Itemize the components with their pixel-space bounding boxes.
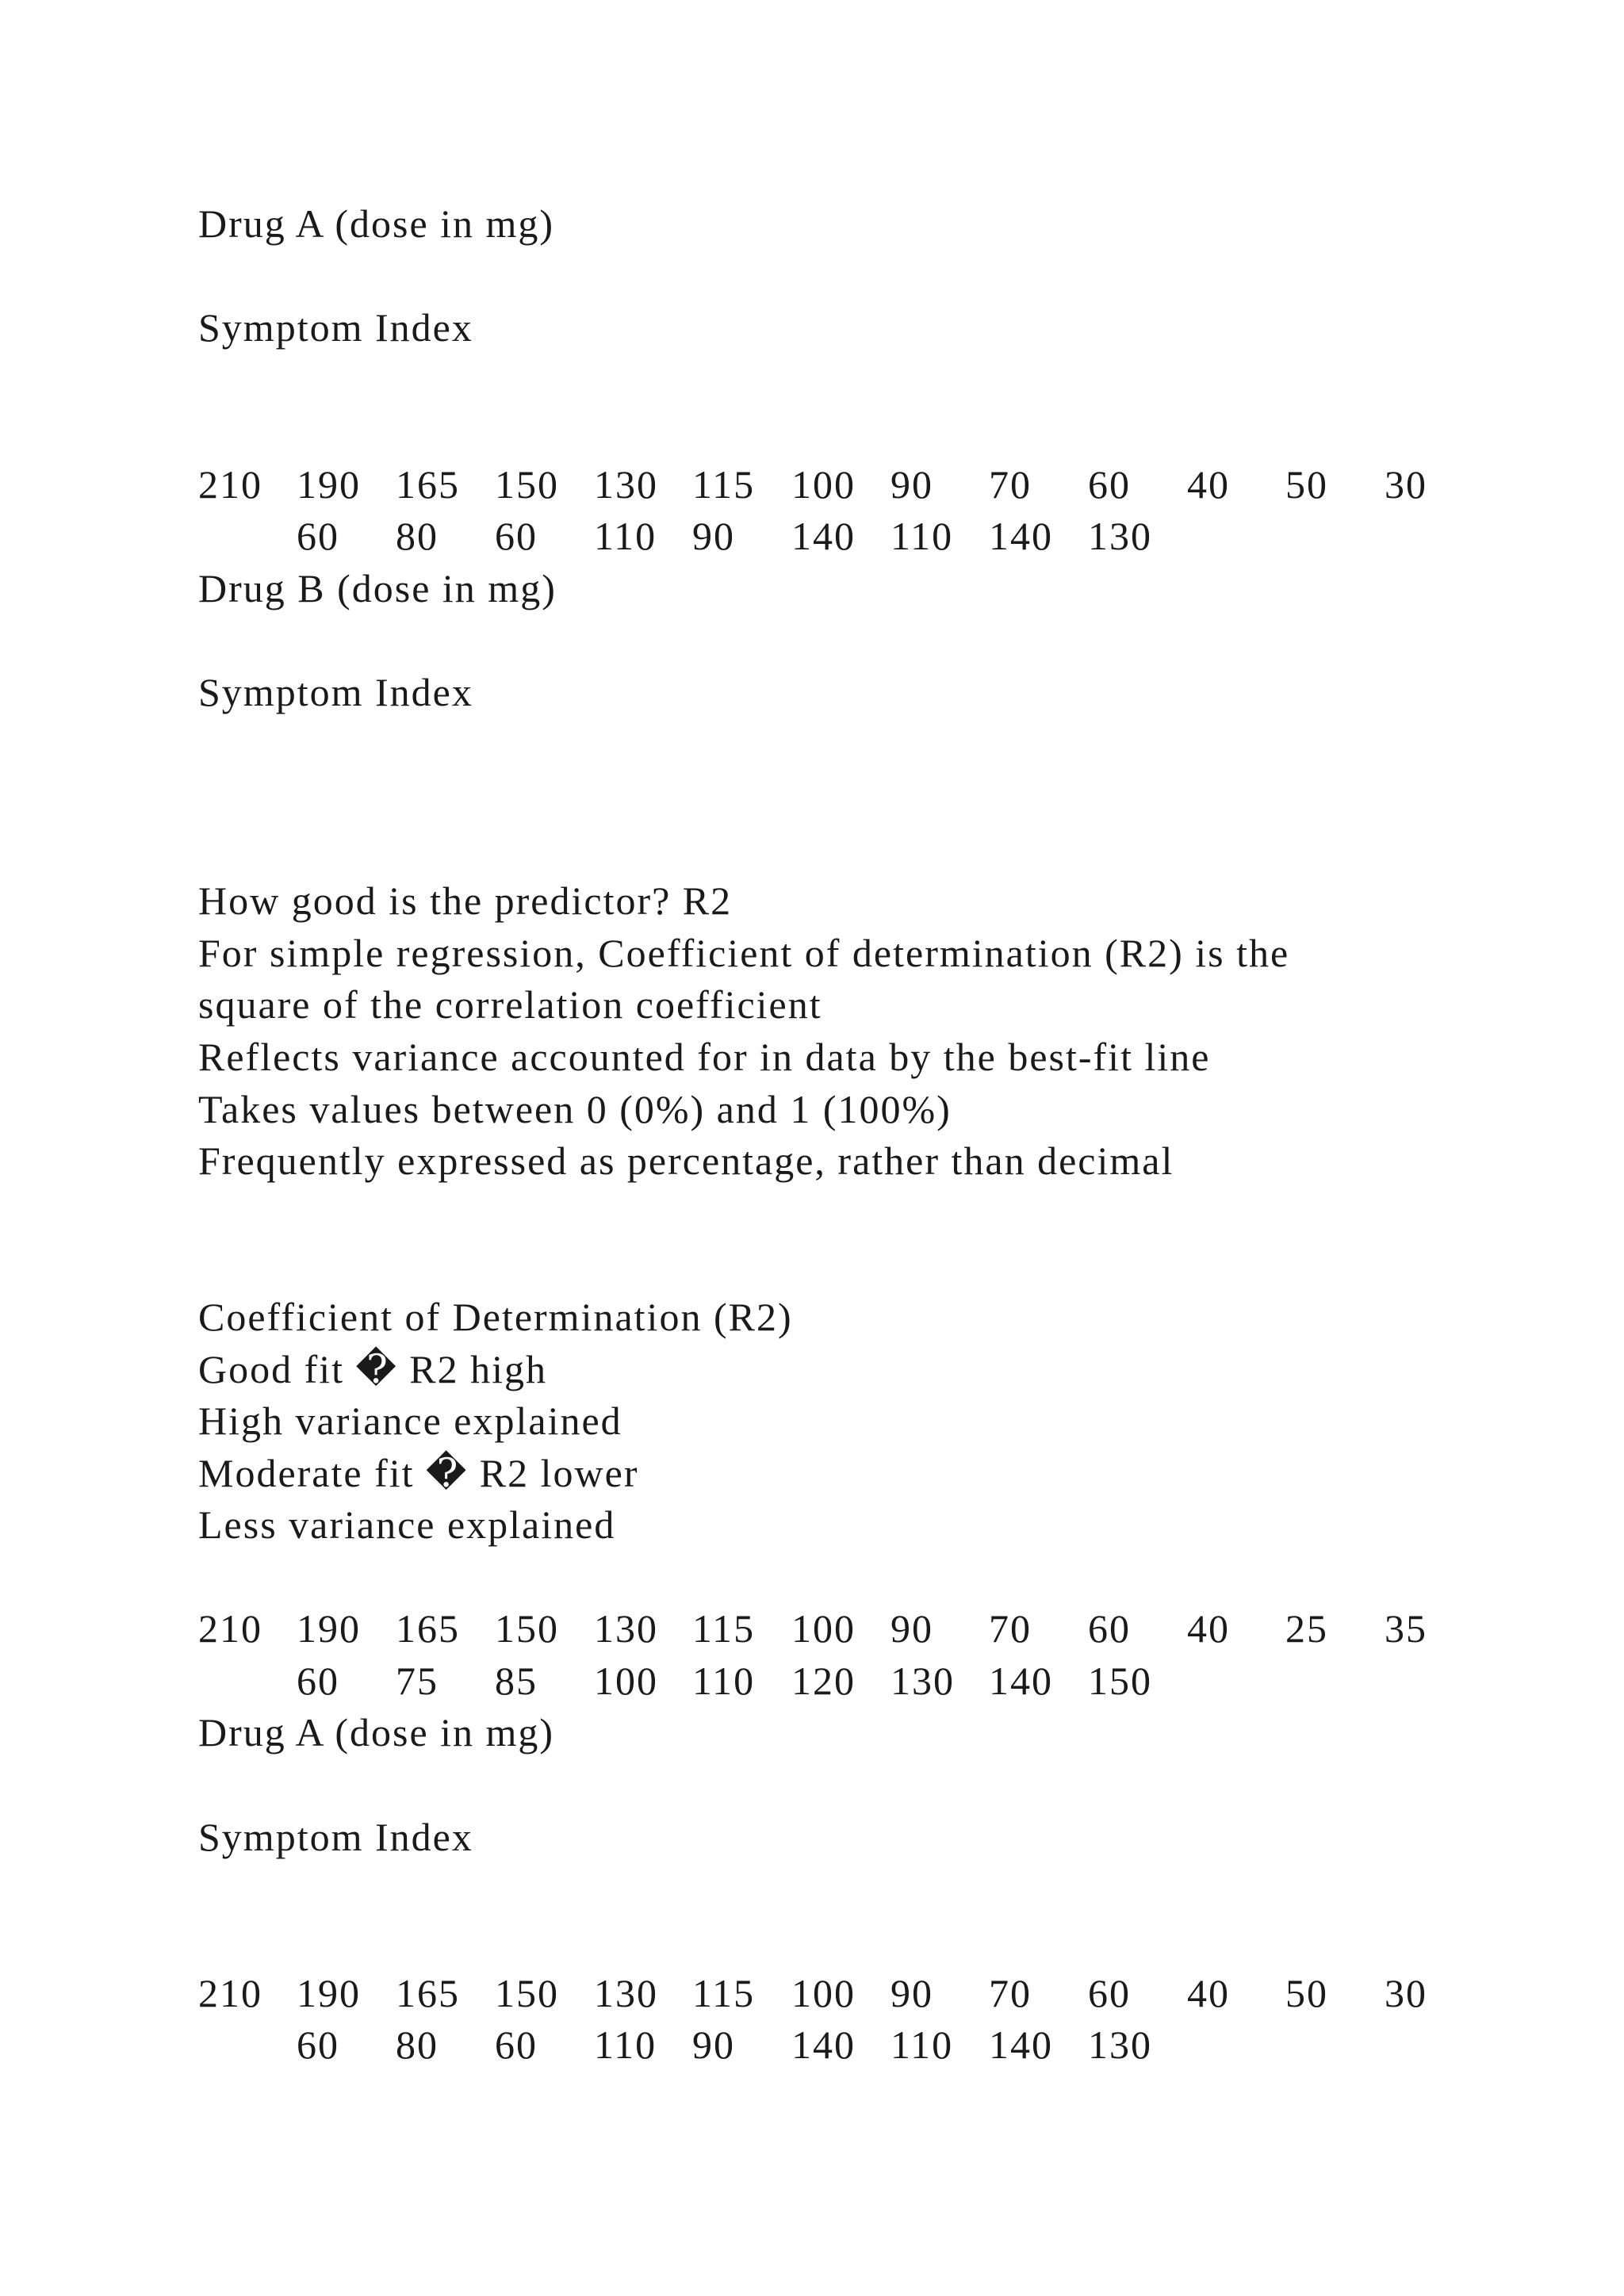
number-cell: 130 (594, 1971, 658, 2015)
paragraph-line: Reflects variance accounted for in data by the best-fit line (198, 1035, 1211, 1079)
number-cell: 150 (495, 1971, 559, 2015)
paragraph-line: Frequently expressed as percentage, rather than decimal (198, 1138, 1174, 1183)
number-cell: 120 (791, 1659, 856, 1703)
number-cell: 40 (1187, 462, 1230, 507)
number-row-1 (0, 1605, 1624, 1652)
drug-a-label: Drug A (dose in mg) (198, 1710, 555, 1755)
number-cell: 70 (989, 1971, 1032, 2015)
number-cell: 85 (495, 1659, 538, 1703)
number-cell: 110 (594, 2022, 657, 2067)
number-cell: 165 (396, 1971, 460, 2015)
number-cell: 80 (396, 514, 439, 558)
number-cell: 30 (1385, 462, 1427, 507)
number-cell: 25 (1285, 1606, 1328, 1651)
number-row-1 (0, 1969, 1624, 2017)
paragraph-line: Moderate fit � R2 lower (198, 1451, 639, 1495)
number-row-2 (0, 2021, 1624, 2068)
number-row-2 (0, 512, 1624, 560)
symptom-index-label: Symptom Index (198, 305, 473, 350)
number-cell: 150 (495, 462, 559, 507)
number-cell: 30 (1385, 1971, 1427, 2015)
number-cell: 90 (692, 514, 735, 558)
number-cell: 210 (198, 462, 262, 507)
number-cell: 100 (791, 462, 856, 507)
number-cell: 90 (891, 462, 933, 507)
number-cell: 60 (297, 514, 339, 558)
paragraph-line: High variance explained (198, 1399, 622, 1443)
number-cell: 60 (1088, 462, 1131, 507)
number-cell: 130 (1088, 2022, 1152, 2067)
number-cell: 90 (891, 1606, 933, 1651)
number-row-1 (0, 461, 1624, 508)
paragraph-line: Less variance explained (198, 1502, 616, 1547)
number-cell: 70 (989, 462, 1032, 507)
number-cell: 130 (594, 1606, 658, 1651)
drug-b-label: Drug B (dose in mg) (198, 566, 557, 610)
number-cell: 110 (891, 2022, 954, 2067)
section-heading: Coefficient of Determination (R2) (198, 1295, 793, 1339)
number-cell: 210 (198, 1971, 262, 2015)
number-cell: 115 (692, 1971, 756, 2015)
number-cell: 40 (1187, 1606, 1230, 1651)
number-cell: 140 (791, 2022, 856, 2067)
number-cell: 60 (495, 2022, 538, 2067)
number-cell: 150 (1088, 1659, 1152, 1703)
number-cell: 60 (1088, 1606, 1131, 1651)
number-cell: 130 (891, 1659, 955, 1703)
number-cell: 130 (1088, 514, 1152, 558)
number-cell: 140 (989, 1659, 1053, 1703)
number-cell: 190 (297, 462, 361, 507)
number-cell: 140 (989, 514, 1053, 558)
number-cell: 115 (692, 462, 756, 507)
number-cell: 190 (297, 1971, 361, 2015)
number-cell: 110 (692, 1659, 756, 1703)
number-cell: 110 (594, 514, 657, 558)
number-cell: 100 (791, 1971, 856, 2015)
number-cell: 140 (989, 2022, 1053, 2067)
number-cell: 60 (297, 2022, 339, 2067)
number-cell: 100 (791, 1606, 856, 1651)
paragraph-line: Good fit � R2 high (198, 1347, 548, 1391)
number-cell: 50 (1285, 1971, 1328, 2015)
number-cell: 40 (1187, 1971, 1230, 2015)
number-cell: 165 (396, 1606, 460, 1651)
number-cell: 90 (891, 1971, 933, 2015)
number-cell: 115 (692, 1606, 756, 1651)
number-cell: 190 (297, 1606, 361, 1651)
number-cell: 90 (692, 2022, 735, 2067)
drug-a-label: Drug A (dose in mg) (198, 201, 555, 246)
number-cell: 130 (594, 462, 658, 507)
number-cell: 60 (1088, 1971, 1131, 2015)
paragraph-line: For simple regression, Coefficient of determination (R2) is the (198, 931, 1290, 975)
number-cell: 35 (1385, 1606, 1427, 1651)
number-cell: 75 (396, 1659, 439, 1703)
paragraph-line: Takes values between 0 (0%) and 1 (100%) (198, 1087, 952, 1131)
number-cell: 100 (594, 1659, 658, 1703)
symptom-index-label: Symptom Index (198, 670, 473, 714)
number-cell: 60 (495, 514, 538, 558)
number-cell: 60 (297, 1659, 339, 1703)
number-cell: 110 (891, 514, 954, 558)
number-cell: 210 (198, 1606, 262, 1651)
number-cell: 80 (396, 2022, 439, 2067)
number-cell: 165 (396, 462, 460, 507)
number-cell: 70 (989, 1606, 1032, 1651)
symptom-index-label: Symptom Index (198, 1815, 473, 1859)
section-heading: How good is the predictor? R2 (198, 878, 733, 923)
number-cell: 140 (791, 514, 856, 558)
number-row-2 (0, 1657, 1624, 1705)
number-cell: 50 (1285, 462, 1328, 507)
number-cell: 150 (495, 1606, 559, 1651)
paragraph-line: square of the correlation coefficient (198, 982, 822, 1027)
